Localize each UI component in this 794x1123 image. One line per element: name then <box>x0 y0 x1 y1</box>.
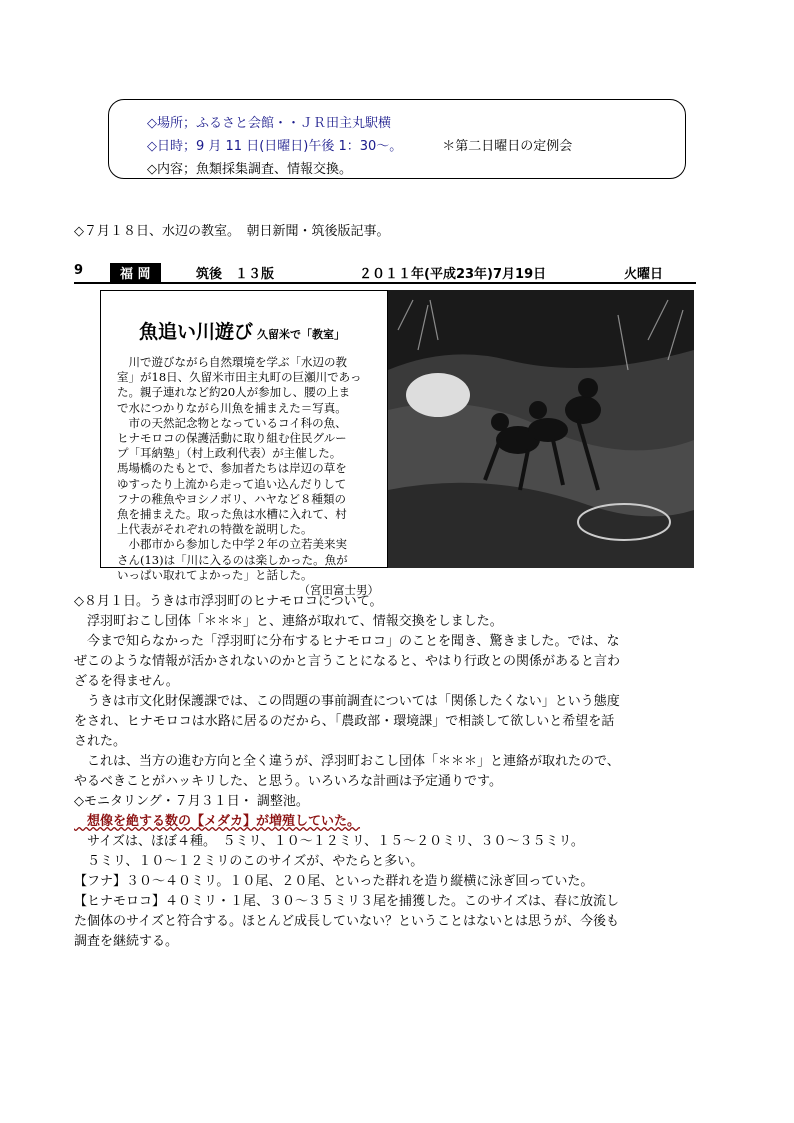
article-line: さん(13)は「川に入るのは楽しかった。魚が <box>117 552 348 567</box>
article-line: 小郡市から参加した中学２年の立若美来実 <box>117 537 347 552</box>
body-line: をされ、ヒナモロコは水路に居るのだから、「農政部・環境課」で相談して欲しいと希望を話 <box>74 714 615 729</box>
masthead-page: 9 <box>74 263 84 278</box>
notice-datetime <box>147 135 572 154</box>
report-body <box>74 592 724 952</box>
body-line: た個体のサイズと符合する。ほとんど成長していない？ということはないとは思うが、今後も <box>74 914 619 929</box>
body-line: 【ヒナモロコ】４０ミリ・１尾、３０～３５ミリ３尾を捕獲した。このサイズは、春に放流し <box>74 894 619 909</box>
body-line: 浮羽町おこし団体「＊＊＊」と、連絡が取れて、情報交換をしました。 <box>74 614 503 629</box>
body-line: うきは市文化財保護課では、この問題の事前調査については「関係したくない」という態度 <box>74 694 620 709</box>
notice-place: ◇場所；ふるさと会館・・ＪＲ田主丸駅横 <box>147 116 391 131</box>
body-line: ◇８月１日。うきは市浮羽町のヒナモロコについて。 <box>74 594 383 609</box>
body-line: 今まで知らなかった「浮羽町に分布するヒナモロコ」のことを聞き、驚きました。では、な <box>74 634 620 649</box>
masthead-region: 福 岡 <box>110 263 161 282</box>
article-line: 室」が18日、久留米市田主丸町の巨瀬川であっ <box>117 370 362 385</box>
newspaper-clipping <box>74 262 696 598</box>
article-line: いっぱい取れてよかった」と話した。 <box>117 567 313 582</box>
article-headline-text: 魚追い川遊び <box>139 321 254 343</box>
notice-box <box>108 99 686 179</box>
article-line: で水につかりながら川魚を捕まえた＝写真。 <box>117 400 347 415</box>
masthead-section: 筑後 １３版 <box>196 267 275 282</box>
notice-datetime-note: ＊第二日曜日の定例会 <box>442 139 573 154</box>
body-line: 調査を継続する。 <box>74 934 179 949</box>
article-line: プ「耳納塾」（村上政利代表）が主催した。 <box>117 446 342 461</box>
article-photo <box>388 290 694 568</box>
masthead-date: ２０１１年(平成23年)7月19日 <box>359 267 547 282</box>
article-headline <box>139 317 345 344</box>
article-line: フナの稚魚やヨシノボリ、ハヤなど８種類の <box>117 491 346 506</box>
body-line: ５ミリ、１０～１２ミリのこのサイズが、やたらと多い。 <box>74 854 424 869</box>
article-line: 馬場橋のたもとで、参加者たちは岸辺の草を <box>117 461 347 476</box>
article-line: 上代表がそれぞれの特徴を説明した。 <box>117 522 313 537</box>
article-line: ゆすったり上流から走って追い込んだりして <box>117 476 347 491</box>
medaka-highlight <box>74 812 724 832</box>
masthead-weekday: 火曜日 <box>624 267 664 282</box>
photo-illustration <box>388 290 694 568</box>
article-subhead: 久留米で「教室」 <box>257 328 346 341</box>
article-byline: （宮田富士男） <box>298 583 379 598</box>
heading-july18: ◇７月１８日、水辺の教室。 朝日新聞・筑後版記事。 <box>74 224 390 239</box>
body-line: サイズは、ほぼ４種。 ５ミリ、１０～１２ミリ、１５～２０ミリ、３０～３５ミリ。 <box>74 834 584 849</box>
newspaper-masthead <box>74 262 696 284</box>
body-line: これは、当方の進む方向と全く違うが、浮羽町おこし団体「＊＊＊」と連絡が取れたので、 <box>74 754 620 769</box>
body-line: ◇モニタリング・７月３１日・ 調整池。 <box>74 794 309 809</box>
notice-content: ◇内容；魚類採集調査、情報交換。 <box>147 162 352 177</box>
article-line: 市の天然記念物となっているコイ科の魚、 <box>117 415 347 430</box>
article-body <box>117 355 385 598</box>
article-line: 魚を捕まえた。取った魚は水槽に入れて、村 <box>117 507 347 522</box>
notice-datetime-text: ◇日時；9 月 11 日(日曜日)午後 1：30～。 <box>147 139 403 154</box>
article-line: ヒナモロコの保護活動に取り組む住民グルー <box>117 431 347 446</box>
body-line: された。 <box>74 734 127 749</box>
body-line: ぜこのような情報が活かされないのかと言うことになると、やはり行政との関係があると言わ <box>74 654 621 669</box>
body-line: やるべきことがハッキリした、と思う。いろいろな計画は予定通りです。 <box>74 774 502 789</box>
body-line: ざるを得ません。 <box>74 674 179 689</box>
medaka-highlight-text: 想像を絶する数の【メダカ】が増殖していた。 <box>74 814 361 829</box>
article-line: た。親子連れなど約20人が参加し、腰の上ま <box>117 385 351 400</box>
article-line: 川で遊びながら自然環境を学ぶ「水辺の教 <box>117 355 347 369</box>
body-line: 【フナ】３０～４０ミリ。１０尾、２０尾、といった群れを造り縦横に泳ぎ回っていた。 <box>74 874 594 889</box>
article-text-block <box>100 290 388 598</box>
